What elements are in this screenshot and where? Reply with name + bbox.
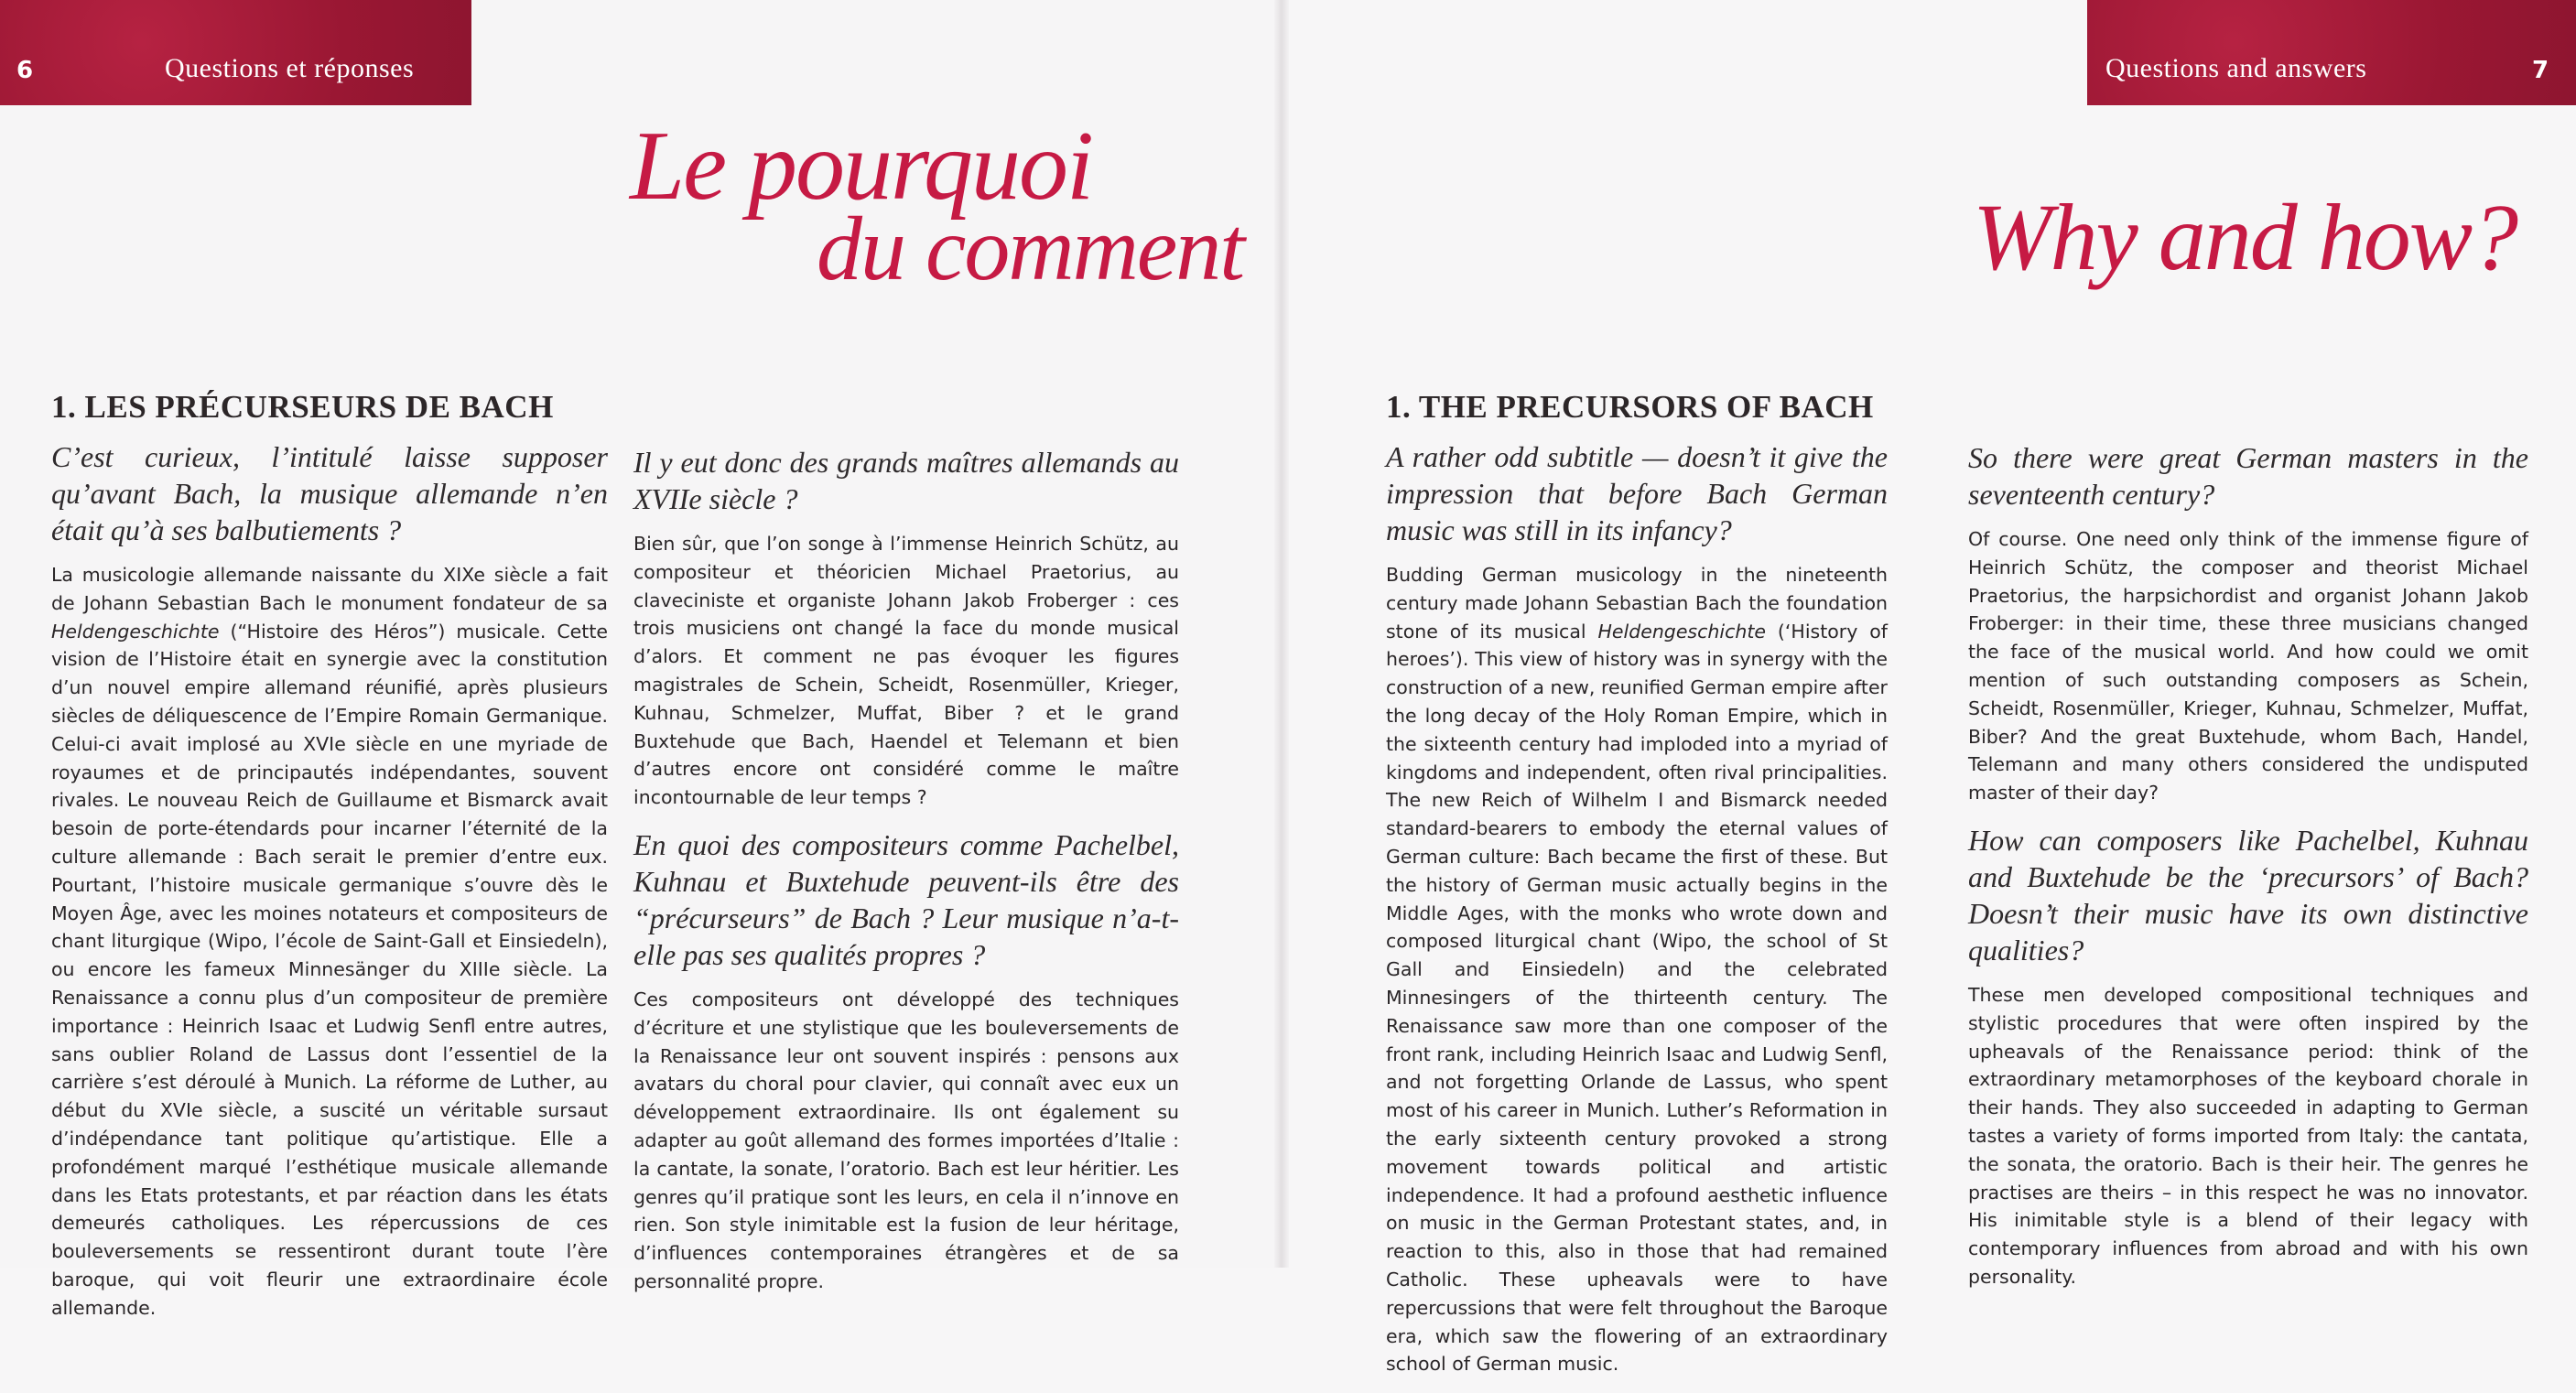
question: C’est curieux, l’intitulé laisse supposer qu’avant Bach, la musique allemande n’en était qu’à ses balbutiements ? <box>51 440 608 546</box>
column-1 <box>51 389 608 1337</box>
running-header-band <box>0 0 471 105</box>
question: How can composers like Pachelbel, Kuhnau and Buxtehude be the ‘precursors’ of Bach? Doesn’t their music have its own distinctive qualities? <box>1968 823 2528 966</box>
column-3 <box>1386 389 1888 1393</box>
answer: Budding German musicology in the nineteenth century made Johann Sebastian Bach the foundation stone of its musical Heldengeschichte (‘History of heroes’). This view of history was in synergy with the construction of a new, reunified German empire after the long decay of the Holy Roman Empire, which in the sixteenth century had imploded into a myriad of kingdoms and independent, often rival principalities. The new Reich of Wilhelm I and Bismarck needed standard-bearers to embody the eternal values of German culture: Bach became the first of these. But the history of German music actually begins in the Middle Ages, with the monks who wrote down and composed liturgical chant (Wipo, the school of St Gall and Einsiedeln) and the celebrated Minnesingers of the thirteenth century. The Renaissance saw more than one composer of the front rank, including Heinrich Isaac and Ludwig Senfl, and not forgetting Orlande de Lassus, who spent most of his career in Munich. Luther’s Reformation in the early sixteenth century provoked a strong movement towards political and artistic independence. It had a profound aesthetic influence on music in the German Protestant states, and, in reaction to this, also in those that had remained Catholic. These upheavals were to have repercussions that were felt throughout the Baroque era, which saw the flowering of an extraordinary school of German music. <box>1386 564 1888 1376</box>
column-2 <box>633 444 1179 1311</box>
page-title: Why and how? <box>1973 185 2517 290</box>
column-4 <box>1968 439 2528 1306</box>
question: Il y eut donc des grands maîtres allemands au XVIIe siècle ? <box>633 446 1179 515</box>
page-title-line1: Le pourquoi <box>630 112 1093 221</box>
running-head: Questions and answers <box>2105 53 2367 83</box>
section-heading: 1. LES PRÉCURSEURS DE BACH <box>51 389 554 425</box>
answer: La musicologie allemande naissante du XIXe siècle a fait de Johann Sebastian Bach le monument fondateur de sa Heldengeschichte (“Histoire des Héros”) musicale. Cette vision de l’Histoire était en synergie avec la constitution d’un nouvel empire allemand réunifié, après plusieurs siècles de déliquescence de l’Empire Romain Germanique. Celui-ci avait implosé au XVIe siècle en une myriade de royaumes et de principautés indépendantes, souvent rivales. Le nouveau Reich de Guillaume et Bismarck avait besoin de porte-étendards pour incarner l’éternité de la culture allemande : Bach serait le premier d’entre eux. Pourtant, l’histoire musicale germanique s’ouvre dès le Moyen Âge, avec les moines notateurs et compositeurs de chant liturgique (Wipo, l’école de Saint-Gall et Einsiedeln), ou encore les fameux Minnesänger du XIIIe siècle. La Renaissance a connu plus d’un compositeur de première importance : Heinrich Isaac et Ludwig Senfl entre autres, sans oublier Roland de Lassus dont l’essentiel de la carrière s’est déroulé à Munich. La réforme de Luther, au début du XVIe siècle, a suscité un véritable sursaut d’indépendance tant politique qu’artistique. Elle a profondément marqué l’esthétique musicale allemande dans les Etats protestants, et par réaction dans les états demeurés catholiques. Les répercussions de ces bouleversements se ressentiront durant toute l’ère baroque, qui voit fleurir une extraordinaire école allemande. <box>51 564 608 1319</box>
question: So there were great German masters in the seventeenth century? <box>1968 441 2528 511</box>
left-page <box>0 0 1282 1319</box>
answer: These men developed compositional techniques and stylistic procedures that were often inspired by the upheavals of the Renaissance period: think of the extraordinary metamorphoses of the keyboard chorale in their hands. They also succeeded in adapting to German tastes a variety of forms imported from Italy: the cantata, the sonata, the oratorio. Bach is their heir. The genres he practises are theirs – in this respect he was no innovator. His inimitable style is a blend of their legacy with contemporary influences from abroad and with his own personality. <box>1968 983 2528 1288</box>
section-heading: 1. THE PRECURSORS OF BACH <box>1386 389 1874 425</box>
page-number: 7 <box>2532 57 2549 84</box>
question: A rather odd subtitle — doesn’t it give the impression that before Bach German music was still in its infancy? <box>1386 440 1888 546</box>
answer: Of course. One need only think of the immense figure of Heinrich Schütz, the composer and theorist Michael Praetorius, the harpsichordist and organist Johann Jakob Froberger: in their time, these three musicians changed the face of the musical world. And how could we omit mention of such outstanding composers as Schein, Scheidt, Rosenmüller, Krieger, Kuhnau, Schmelzer, Muffat, Biber? And the great Buxtehude, whom Bach, Handel, Telemann and many others considered the undisputed master of their day? <box>1968 528 2528 804</box>
right-page <box>1282 0 2576 1376</box>
book-gutter <box>1274 0 1289 1268</box>
page-title-line2: du comment <box>817 198 1243 299</box>
answer: Bien sûr, que l’on songe à l’immense Heinrich Schütz, au compositeur et théoricien Michael Praetorius, au claveciniste et organiste Johann Jakob Froberger : ces trois musiciens ont changé la face du monde musical d’alors. Et comment ne pas évoquer les figures magistrales de Schein, Scheidt, Rosenmüller, Krieger, Kuhnau, Schmelzer, Muffat, Biber ? et le grand Buxtehude que Bach, Haendel et Telemann et bien d’autres encore ont considéré comme le maître incontournable de leur temps ? <box>633 533 1179 809</box>
question: En quoi des compositeurs comme Pachelbel, Kuhnau et Buxtehude peuvent-ils être des “précurseurs” de Bach ? Leur musique n’a-t-elle pas ses qualités propres ? <box>633 827 1179 971</box>
running-head: Questions et réponses <box>165 53 415 83</box>
page-number: 6 <box>16 57 34 84</box>
answer: Ces compositeurs ont développé des techniques d’écriture et une stylistique que les bouleversements de la Renaissance leur ont souvent inspirés : pensons aux avatars du choral pour clavier, qui connaît avec eux un développement extraordinaire. Ils ont également su adapter au goût allemand des formes importées d’Italie : la cantate, la sonate, l’oratorio. Bach est leur héritier. Les genres qu’il pratique sont les leurs, en cela il n’innove en rien. Son style inimitable est la fusion de leur héritage, d’influences contemporaines étrangères et de sa personnalité propre. <box>633 988 1179 1292</box>
running-header-band <box>2087 0 2576 105</box>
